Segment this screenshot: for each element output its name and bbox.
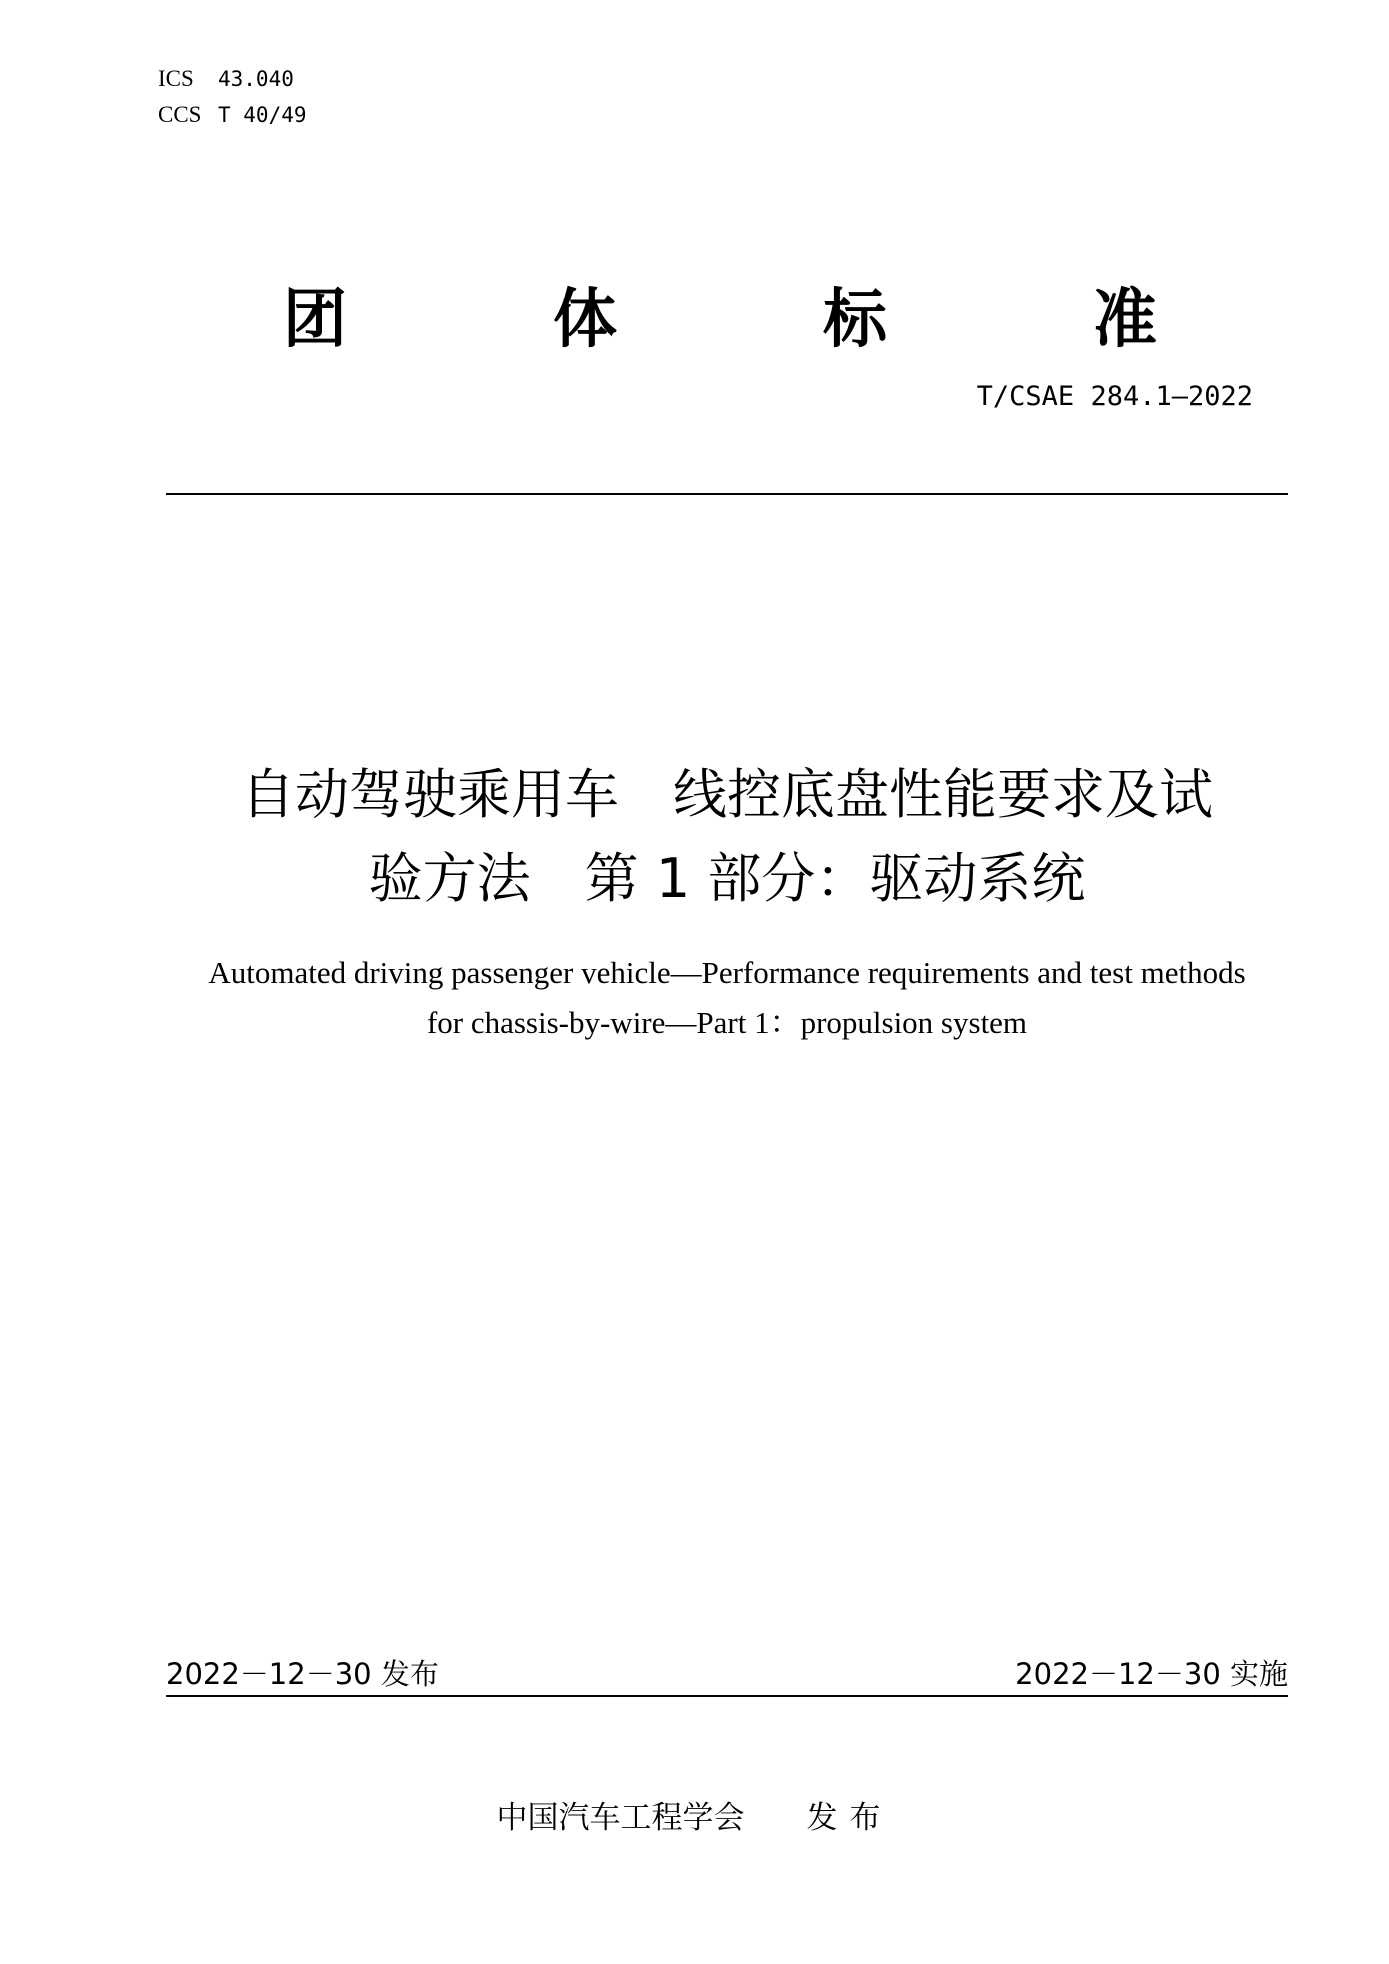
- ccs-value: T 40/49: [218, 103, 307, 127]
- doc-type-char: 准: [1093, 283, 1157, 357]
- implementation-date: 2022－12－30 实施: [1015, 1657, 1288, 1691]
- title-chinese-line-1: 自动驾驶乘用车 线控底盘性能要求及试: [241, 763, 1213, 826]
- doc-type-char: 标: [823, 283, 887, 357]
- title-chinese-line-2: 验方法 第 1 部分：驱动系统: [368, 847, 1086, 910]
- ccs-label: CCS: [158, 102, 202, 127]
- ics-value: 43.040: [218, 67, 294, 91]
- doc-type-char: 体: [553, 283, 617, 357]
- publish-date: 2022－12－30 发布: [166, 1657, 439, 1691]
- ics-label: ICS: [158, 66, 194, 91]
- publisher-line: [0, 1792, 1389, 1837]
- publisher-action: 发布: [806, 1800, 893, 1836]
- standard-number: T/CSAE 284.1—2022: [976, 381, 1253, 412]
- ics-classification: [158, 66, 294, 92]
- title-english-line-2: for chassis-by-wire—Part 1：propulsion system: [426, 1005, 1028, 1040]
- ccs-classification: [158, 102, 307, 128]
- publisher-name: 中国汽车工程学会: [496, 1800, 745, 1836]
- top-divider: [166, 493, 1288, 495]
- bottom-divider: [166, 1695, 1288, 1697]
- document-type-heading: [270, 268, 1170, 360]
- title-english-line-1: Automated driving passenger vehicle—Performance requirements and test methods: [208, 955, 1246, 990]
- doc-type-char: 团: [283, 283, 347, 357]
